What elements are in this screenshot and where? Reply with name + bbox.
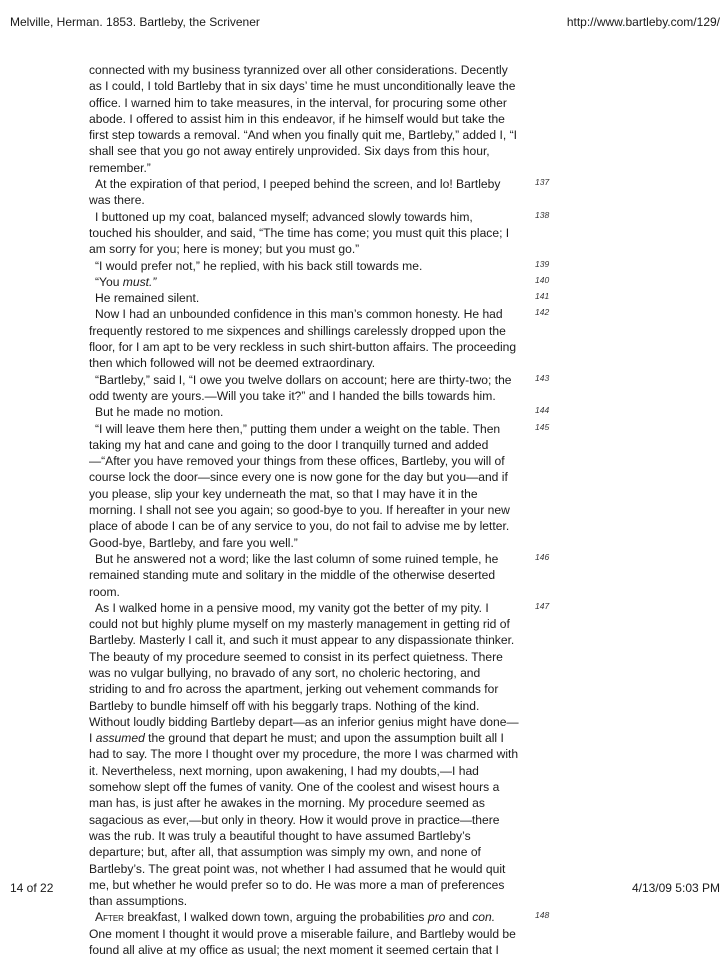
paragraph-number: 138 [535,209,550,220]
paragraph-number: 137 [535,177,550,188]
paragraph-141 [89,290,550,306]
emphasis-text: must.” [122,274,157,289]
paragraph-142 [89,306,550,371]
paragraph-146 [89,551,550,600]
paragraph-number: 139 [535,258,550,269]
small-caps-word: After [95,910,124,925]
paragraph-text: “I would prefer not,” he replied, with his back still towards me. [95,258,423,273]
paragraph-text: connected with my business tyrannized over all other considerations. Decently as I could, I told Bartleby that in six days’ time he must unconditionally leave the office. I warned him to take measures, in the interval, for procuring some other abode. I offered to assist him in this endeavor, if he himself would but take the first step towards a removal. “And when you finally quit me, Bartleby,” added I, “I shall see that you go not away entirely unprovided. Six days from this hour, remember.” [89,63,517,175]
header-url: http://www.bartleby.com/129/ [566,15,720,29]
paragraph-text: “I will leave them here then,” putting them under a weight on the table. Then taking my hat and cane and going to the door I tranquilly turned and added—“After you have removed your things from these offices, Bartleby, you will of course lock the door—since every one is now gone for the day but you—and if you please, slip your key underneath the mat, so that I may have it in the morning. I shall not see you again; so good-bye to you. If hereafter in your new place of abode I can be of any service to you, do not fail to advise me by letter. Good-bye, Bartleby, and fare you well.” [89,421,510,550]
paragraph-136 [89,62,519,176]
paragraph-number: 146 [535,551,550,562]
paragraph-text: But he answered not a word; like the last column of some ruined temple, he remained standing mute and solitary in the middle of the otherwise deserted room. [89,551,499,599]
paragraph-text: and [445,910,473,925]
header-citation: Melville, Herman. 1853. Bartleby, the Scrivener [10,15,260,29]
paragraph-text: He remained silent. [95,291,200,306]
emphasis-text: pro [427,910,446,925]
paragraph-138 [89,209,550,258]
document-body [89,62,550,958]
paragraph-text: “You [95,274,123,289]
paragraph-number: 145 [535,421,550,432]
footer-timestamp: 4/13/09 5:03 PM [631,881,720,895]
paragraph-139 [89,258,550,274]
paragraph-text: As I walked home in a pensive mood, my vanity got the better of my pity. I could not but highly plume myself on my masterly management in getting rid of Bartleby. Masterly I call it, and such it must appear to any dispassionate thinker. The beauty of my procedure seemed to consist in its perfect quietness. There was no vulgar bullying, no bravado of any sort, no choleric hectoring, and striding to and fro across the apartment, jerking out vehement commands for Bartleby to bundle himself off with his beggarly traps. Nothing of the kind. Without loudly bidding Bartleby depart—as an inferior genius might have done—I [89,600,519,746]
paragraph-text: One moment I thought it would prove a miserable failure, and Bartleby would be found all alive at my office as usual; the next moment it seemed certain that I [89,926,516,958]
paragraph-144 [89,404,550,420]
paragraph-number: 142 [535,307,550,318]
paragraph-number: 147 [535,600,550,611]
paragraph-number: 140 [535,274,550,285]
emphasis-text: con. [472,910,496,925]
paragraph-text: Now I had an unbounded confidence in this man’s common honesty. He had frequently restored to me sixpences and shillings carelessly dropped upon the floor, for I am apt to be very reckless in such shirt-button affairs. The proceeding then which followed will not be deemed extraordinary. [89,307,517,371]
paragraph-text: breakfast, I walked down town, arguing the probabilities [123,910,428,925]
paragraph-140 [89,274,550,290]
emphasis-text: assumed [95,731,145,746]
footer-page-count: 14 of 22 [10,881,54,895]
paragraph-145 [89,421,550,551]
paragraph-number: 144 [535,405,550,416]
paragraph-text: “Bartleby,” said I, “I owe you twelve dollars on account; here are thirty-two; the odd twenty are yours.—Will you take it?” and I handed the bills towards him. [89,372,512,403]
paragraph-text: At the expiration of that period, I peeped behind the screen, and lo! Bartleby was there. [89,177,501,208]
paragraph-148 [89,909,550,958]
paragraph-text: the ground that depart he must; and upon the assumption built all I had to say. The more I thought over my procedure, the more I was charmed with it. Nevertheless, next morning, upon awakening, I had my doubts,—I had somehow slept off the fumes of vanity. One of the coolest and wisest hours a man has, is just after he awakes in the morning. My procedure seemed as sagacious as ever,—but only in theory. How it would prove in practice—there was the rub. It was truly a beautiful thought to have assumed Bartleby’s departure; but, after all, that assumption was simply my own, and none of Bartleby’s. The great point was, not whether I had assumed that he would quit me, but whether he would prefer so to do. He was more a man of preferences than assumptions. [89,731,519,909]
paragraph-number: 148 [535,910,550,921]
paragraph-137 [89,176,550,209]
paragraph-number: 141 [535,291,550,302]
paragraph-147 [89,600,550,910]
paragraph-143 [89,372,550,405]
paragraph-number: 143 [535,372,550,383]
paragraph-text: I buttoned up my coat, balanced myself; advanced slowly towards him, touched his shoulder, and said, “The time has come; you must quit this place; I am sorry for you; here is money; but you must go.” [89,209,510,257]
paragraph-text: But he made no motion. [95,405,224,420]
